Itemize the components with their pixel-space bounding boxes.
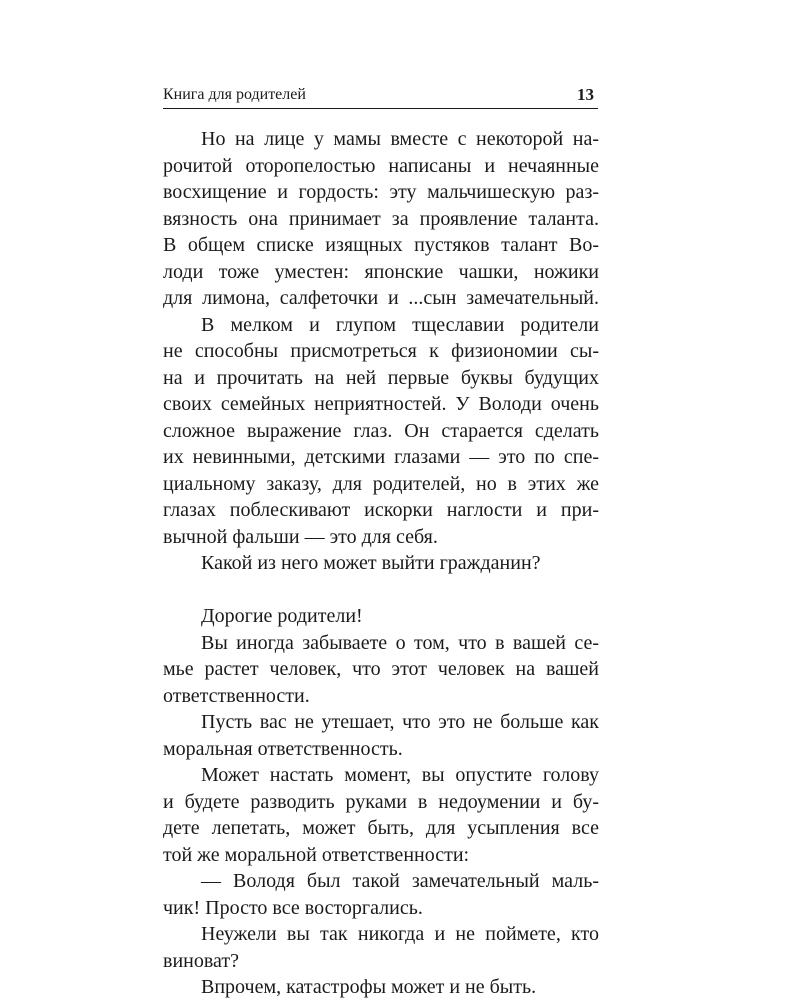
text-line: циальному заказу, для родителей, но в этих же [163, 472, 599, 495]
text-line: Дорогие родители! [201, 605, 363, 627]
text-line: моральная ответственность. [163, 737, 403, 760]
text-line: Неужели вы так никогда и не поймете, кто [201, 923, 599, 945]
text-line: и будете разводить руками в недоумении и бу- [163, 790, 599, 813]
text-line: Пусть вас не утешает, что это не больше как [201, 711, 599, 733]
text-line: — Володя был такой замечательный маль- [201, 870, 599, 892]
text-line: Вы иногда забываете о том, что в вашей се- [201, 631, 599, 654]
text-line: Впрочем, катастрофы может и не быть. [201, 976, 537, 998]
text-line: своих семейных неприятностей. У Володи очень [163, 393, 599, 415]
text-line: сложное выражение глаз. Он старается сделать [163, 419, 599, 442]
page-number: 13 [577, 85, 594, 104]
text-line: вязность она принимает за проявление таланта. [163, 207, 599, 230]
text-line: чик! Просто все восторгались. [163, 896, 423, 919]
paragraph-gap [163, 577, 599, 604]
text-line: глазах поблескивают искорки наглости и при- [163, 499, 599, 521]
text-line: Но на лице у мамы вместе с некоторой на- [201, 128, 599, 150]
text-line: не способны присмотреться к физиономии сы- [163, 340, 599, 362]
text-line: ответственности. [163, 684, 310, 707]
text-line: В общем списке изящных пустяков талант Во- [163, 234, 599, 256]
text-line: восхищение и гордость: эту мальчишескую раз- [163, 181, 599, 203]
text-line: вычной фальши — это для себя. [163, 525, 438, 548]
text-line: лоди тоже уместен: японские чашки, ножики [163, 260, 599, 283]
text-line: их невинными, детскими глазами — это по спе- [163, 446, 599, 468]
text-line: для лимона, салфеточки и ...сын замечательный. [163, 287, 599, 309]
text-line: рочитой оторопелостью написаны и нечаянные [163, 154, 599, 177]
text-line: Какой из него может выйти гражданин? [201, 552, 541, 574]
page-header [163, 84, 598, 109]
text-line: дете лепетать, может быть, для усыпления все [163, 817, 599, 839]
running-title: Книга для родителей [163, 86, 306, 103]
text-line: В мелком и глупом тщеславии родители [201, 313, 599, 336]
text-line: виноват? [163, 949, 240, 972]
text-line: на и прочитать на ней первые буквы будущих [163, 366, 599, 389]
text-line: той же моральной ответственности: [163, 843, 470, 866]
body-text [163, 126, 599, 1001]
text-line: Может настать момент, вы опустите голову [201, 764, 599, 786]
text-line: мье растет человек, что этот человек на вашей [163, 658, 599, 680]
